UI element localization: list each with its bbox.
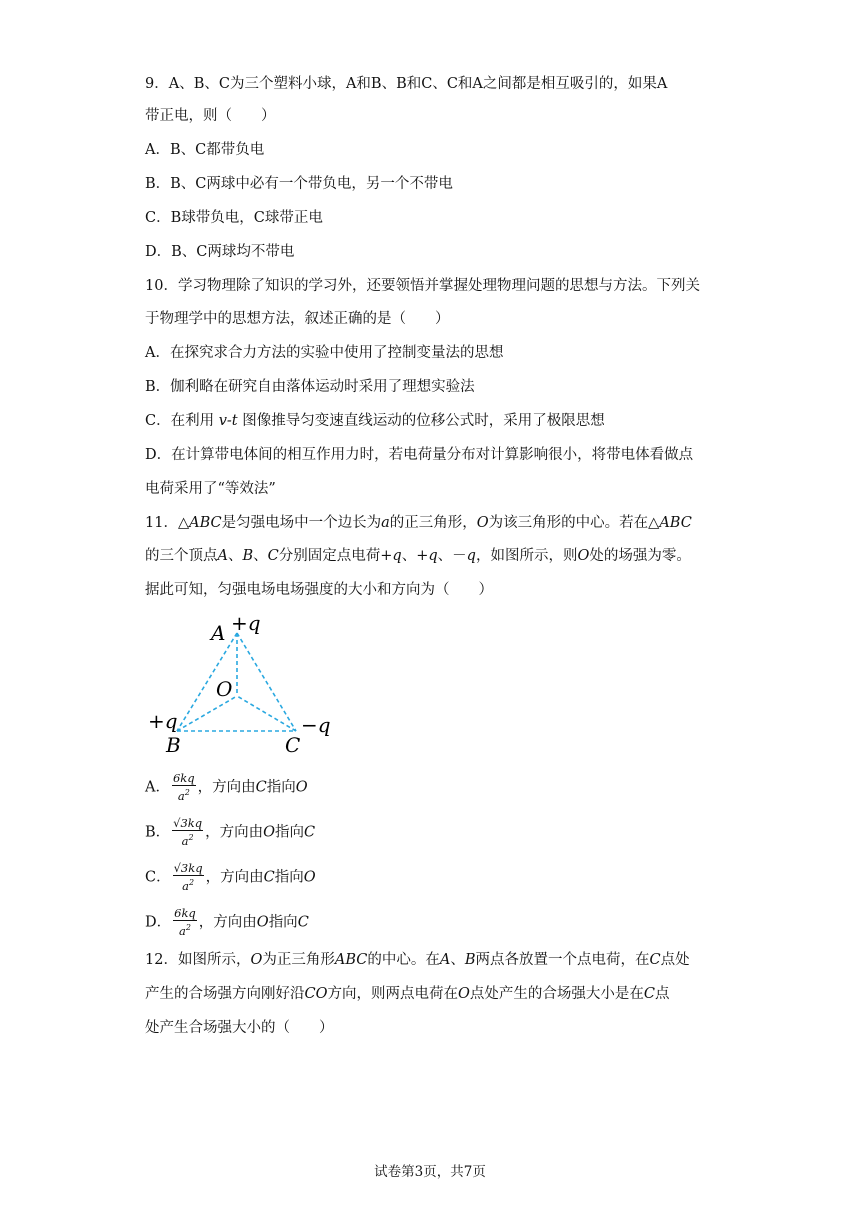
q9-option-c: C．B球带负电，C球带正电 — [145, 210, 323, 226]
q11-option-a: A． $\frac{6kq}{a^2}$ ，方向由C指向O — [145, 771, 308, 803]
label-c: C — [285, 733, 301, 757]
q12-stem-line1: 12．如图所示，O为正三角形ABC的中心。在A、B两点各放置一个点电荷，在C点处 — [145, 952, 690, 968]
median-bo — [177, 696, 237, 731]
fraction: $\frac{√3kq}{a^2}$ — [173, 861, 203, 893]
q12-stem-line2: 产生的合场强方向刚好沿CO方向，则两点电荷在O点处产生的合场强大小是在C点 — [145, 986, 670, 1002]
label-a: A — [211, 621, 226, 645]
label-plus-q-left: +q — [148, 709, 178, 733]
q9-stem-line1: 9．A、B、C为三个塑料小球，A和B、B和C、C和A之间都是相互吸引的，如果A — [145, 76, 668, 92]
q12-stem-line3: 处产生合场强大小的（ ） — [145, 1020, 334, 1036]
fraction: $\frac{6kq}{a^2}$ — [172, 771, 195, 803]
q10-option-c: C．在利用 v-t 图像推导匀变速直线运动的位移公式时，采用了极限思想 — [145, 413, 605, 429]
q9-stem-line2: 带正电，则（ ） — [145, 108, 276, 124]
q9-option-d: D．B、C两球均不带电 — [145, 244, 295, 260]
q10-option-d-line2: 电荷采用了“等效法” — [145, 481, 276, 497]
q11-stem-line2: 的三个顶点A、B、C分别固定点电荷+q、+q、－q，如图所示，则O处的场强为零。 — [145, 548, 691, 564]
q9-option-b: B．B、C两球中必有一个带负电，另一个不带电 — [145, 176, 453, 192]
q11-stem-line3: 据此可知，匀强电场电场强度的大小和方向为（ ） — [145, 582, 493, 598]
q10-option-d-line1: D．在计算带电体间的相互作用力时，若电荷量分布对计算影响很小，将带电体看做点 — [145, 447, 694, 463]
side-ac — [237, 633, 296, 731]
q10-option-a: A．在探究求合力方法的实验中使用了控制变量法的思想 — [145, 345, 504, 361]
q11-option-c: C． $\frac{√3kq}{a^2}$ ，方向由C指向O — [145, 861, 316, 893]
page-footer: 试卷第3页，共7页 — [374, 1164, 486, 1180]
q10-stem-line2: 于物理学中的思想方法，叙述正确的是（ ） — [145, 311, 450, 327]
label-minus-q: −q — [301, 713, 331, 737]
label-plus-q-top: +q — [231, 611, 261, 635]
label-o: O — [216, 677, 233, 701]
q11-option-b: B． $\frac{√3kq}{a^2}$ ，方向由O指向C — [145, 816, 316, 848]
q10-stem-line1: 10．学习物理除了知识的学习外，还要领悟并掌握处理物理问题的思想与方法。下列关 — [145, 278, 700, 294]
q10-option-b: B．伽利略在研究自由落体运动时采用了理想实验法 — [145, 379, 475, 395]
label-b: B — [166, 733, 181, 757]
fraction: $\frac{6kq}{a^2}$ — [174, 906, 196, 938]
q11-stem-line1: 11．△ABC是匀强电场中一个边长为a的正三角形，O为该三角形的中心。若在△ABC — [145, 515, 692, 531]
fraction: $\frac{√3kq}{a^2}$ — [173, 816, 203, 848]
triangle-figure — [140, 608, 340, 758]
q9-option-a: A．B、C都带负电 — [145, 142, 265, 158]
median-co — [237, 696, 296, 731]
q11-option-d: D． $\frac{6kq}{a^2}$ ，方向由O指向C — [145, 906, 309, 938]
